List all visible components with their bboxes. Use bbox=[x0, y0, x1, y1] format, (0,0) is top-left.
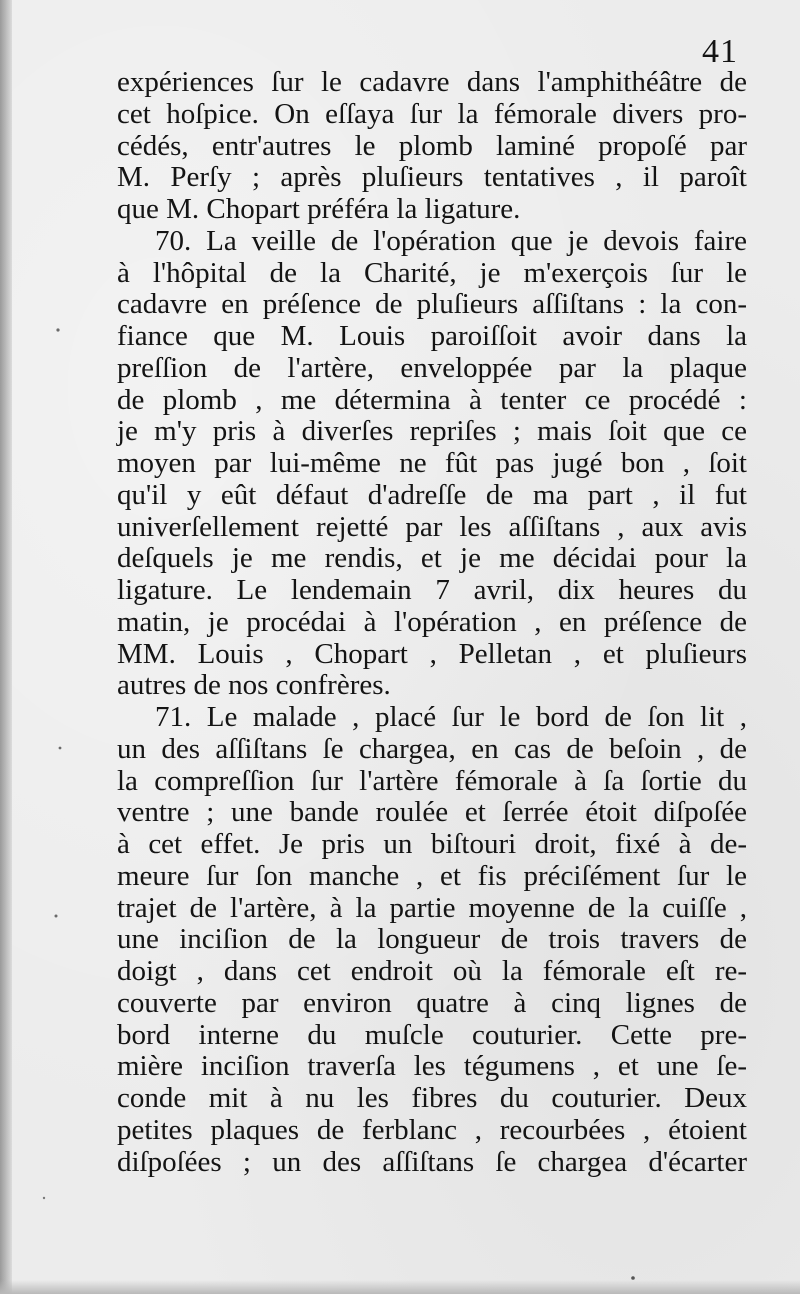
page-number: 41 bbox=[702, 33, 738, 70]
ink-speck bbox=[59, 747, 62, 750]
ink-speck bbox=[56, 328, 59, 331]
text-line: bord interne du muſcle couturier. Cette pre- bbox=[117, 1018, 747, 1051]
text-line: cet hoſpice. On eſſaya ſur la fémorale divers pro- bbox=[117, 97, 747, 130]
text-line: de plomb , me détermina à tenter ce procédé : bbox=[117, 383, 747, 416]
text-line: univerſellement rejetté par les aſſiſtans , aux avis bbox=[117, 510, 747, 543]
text-line: la compreſſion ſur l'artère fémorale à ſa ſortie du bbox=[117, 764, 747, 797]
text-line: autres de nos confrères. bbox=[117, 669, 391, 702]
text-line: cédés, entr'autres le plomb laminé propoſé par bbox=[117, 129, 747, 162]
text-line: une inciſion de la longueur de trois travers de bbox=[117, 923, 747, 956]
text-line: ventre ; une bande roulée et ſerrée étoit diſpoſée bbox=[117, 796, 747, 829]
ink-speck bbox=[55, 915, 58, 918]
text-line: un des aſſiſtans ſe chargea, en cas de beſoin , de bbox=[117, 732, 747, 765]
text-line: qu'il y eût défaut d'adreſſe de ma part , il fut bbox=[117, 478, 747, 511]
text-line: à l'hôpital de la Charité, je m'exerçois ſur le bbox=[117, 256, 747, 289]
text-line: cadavre en préſence de pluſieurs aſſiſtans : la con- bbox=[117, 288, 747, 321]
text-line: matin, je procédai à l'opération , en préſence de bbox=[117, 605, 747, 638]
ink-speck bbox=[43, 1197, 45, 1199]
body-text bbox=[117, 67, 747, 1178]
text-line: MM. Louis , Chopart , Pelletan , et pluſieurs bbox=[117, 637, 747, 670]
page-left-edge-shadow bbox=[0, 0, 12, 1294]
text-line: couverte par environ quatre à cinq lignes de bbox=[117, 986, 747, 1019]
text-line: 70. La veille de l'opération que je devois faire bbox=[155, 224, 747, 257]
text-line: expériences ſur le cadavre dans l'amphithéâtre de bbox=[117, 66, 747, 98]
text-line: je m'y pris à diverſes repriſes ; mais ſoit que ce bbox=[117, 415, 747, 448]
text-line: doigt , dans cet endroit où la fémorale eſt re- bbox=[117, 955, 747, 987]
text-line: conde mit à nu les fibres du couturier. Deux bbox=[117, 1082, 747, 1114]
text-line: que M. Chopart préféra la ligature. bbox=[117, 193, 521, 225]
text-line: M. Perſy ; après pluſieurs tentatives , il paroît bbox=[117, 161, 747, 194]
page-bottom-edge-shadow bbox=[0, 1280, 800, 1294]
text-line: fiance que M. Louis paroiſſoit avoir dans la bbox=[117, 320, 747, 352]
text-line: 71. Le malade , placé ſur le bord de ſon lit , bbox=[155, 701, 747, 733]
text-line: meure ſur ſon manche , et fis préciſément ſur le bbox=[117, 859, 747, 892]
text-line: diſpoſées ; un des aſſiſtans ſe chargea d'écarter bbox=[117, 1145, 747, 1178]
text-line: moyen par lui-même ne fût pas jugé bon , ſoit bbox=[117, 447, 747, 479]
text-line: mière inciſion traverſa les tégumens , et une ſe- bbox=[117, 1050, 747, 1083]
text-line: à cet effet. Je pris un biſtouri droit, fixé à de- bbox=[117, 828, 747, 860]
text-line: petites plaques de ferblanc , recourbées , étoient bbox=[117, 1113, 747, 1146]
text-line: trajet de l'artère, à la partie moyenne de la cuiſſe , bbox=[117, 891, 747, 924]
text-line: ligature. Le lendemain 7 avril, dix heures du bbox=[117, 574, 747, 606]
text-line: deſquels je me rendis, et je me décidai pour la bbox=[117, 542, 747, 575]
text-line: preſſion de l'artère, enveloppée par la plaque bbox=[117, 351, 747, 384]
